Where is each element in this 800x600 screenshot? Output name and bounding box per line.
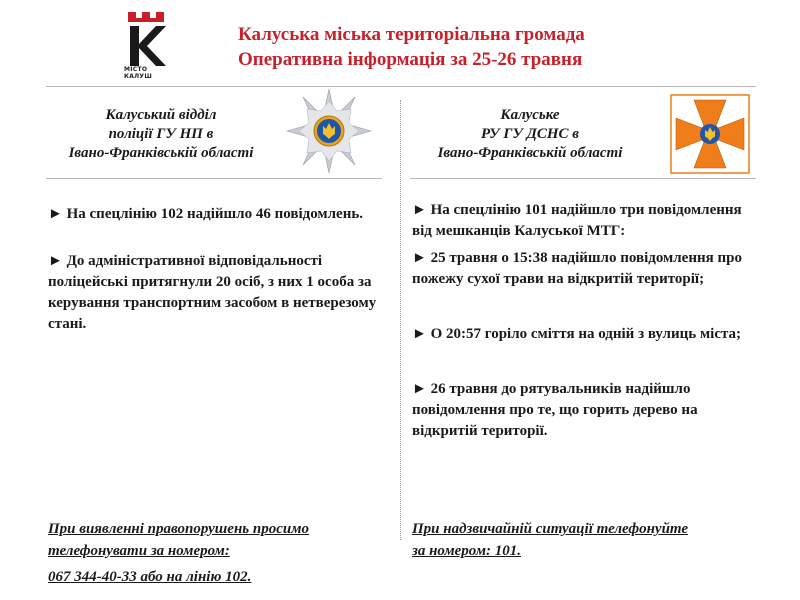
police-agency-line2: поліції ГУ НП в	[108, 126, 214, 142]
dsns-agency-line2: РУ ГУ ДСНС в	[481, 126, 579, 142]
dsns-header-divider	[410, 178, 756, 179]
police-star-emblem-icon	[284, 86, 374, 176]
dsns-item-4: ► 26 травня до рятувальників надійшло повідомлення про те, що горить дерево на відкритій території.	[412, 381, 698, 439]
dsns-contact-phone[interactable]: за номером: 101.	[412, 543, 521, 559]
dsns-item-1: ► На спецлінію 101 надійшло три повідомлення від мешканців Калуської МТГ:	[412, 202, 742, 239]
dsns-item-3: ► О 20:57 горіло сміття на одній з вулиць міста;	[412, 326, 742, 342]
column-divider	[400, 100, 401, 540]
dsns-contact	[412, 518, 756, 562]
logo-caption	[124, 66, 170, 80]
dsns-agency-line3: Івано-Франківській області	[437, 145, 623, 161]
police-item-2: ► До адміністративної відповідальності поліцейські притягнули 20 осіб, з них 1 особа за керування транспортним засобом в нетверезому стані.	[48, 253, 377, 332]
title-line2: Оперативна інформація за 25-26 травня	[238, 49, 583, 70]
logo-caption-line1: МІСТО	[124, 66, 148, 73]
police-agency-line3: Івано-Франківській області	[68, 145, 254, 161]
police-agency-line1: Калуський відділ	[105, 107, 217, 123]
police-contact-phone[interactable]: 067 344-40-33 або на лінію 102.	[48, 569, 252, 585]
police-contact-line1: При виявленні правопорушень просимо	[48, 521, 310, 537]
dsns-cross-emblem-icon	[670, 94, 750, 174]
police-header-divider	[46, 178, 382, 179]
header-divider	[46, 86, 756, 87]
dsns-agency-line1: Калуське	[500, 107, 560, 123]
page-title	[238, 22, 688, 72]
dsns-agency-name	[410, 106, 650, 163]
police-item-1: ► На спецлінію 102 надійшло 46 повідомлень.	[48, 206, 364, 222]
police-contact	[48, 518, 388, 588]
police-agency-name	[46, 106, 276, 163]
title-line1: Калуська міська територіальна громада	[238, 24, 585, 45]
dsns-contact-line1: При надзвичайній ситуації телефонуйте	[412, 521, 689, 537]
dsns-info	[412, 200, 756, 442]
logo-caption-line2: КАЛУШ	[124, 73, 153, 80]
police-info	[48, 204, 380, 335]
police-contact-line2: телефонувати за номером:	[48, 543, 230, 559]
dsns-item-2: ► 25 травня о 15:38 надійшло повідомлення про пожежу сухої трави на відкритій території;	[412, 250, 742, 287]
